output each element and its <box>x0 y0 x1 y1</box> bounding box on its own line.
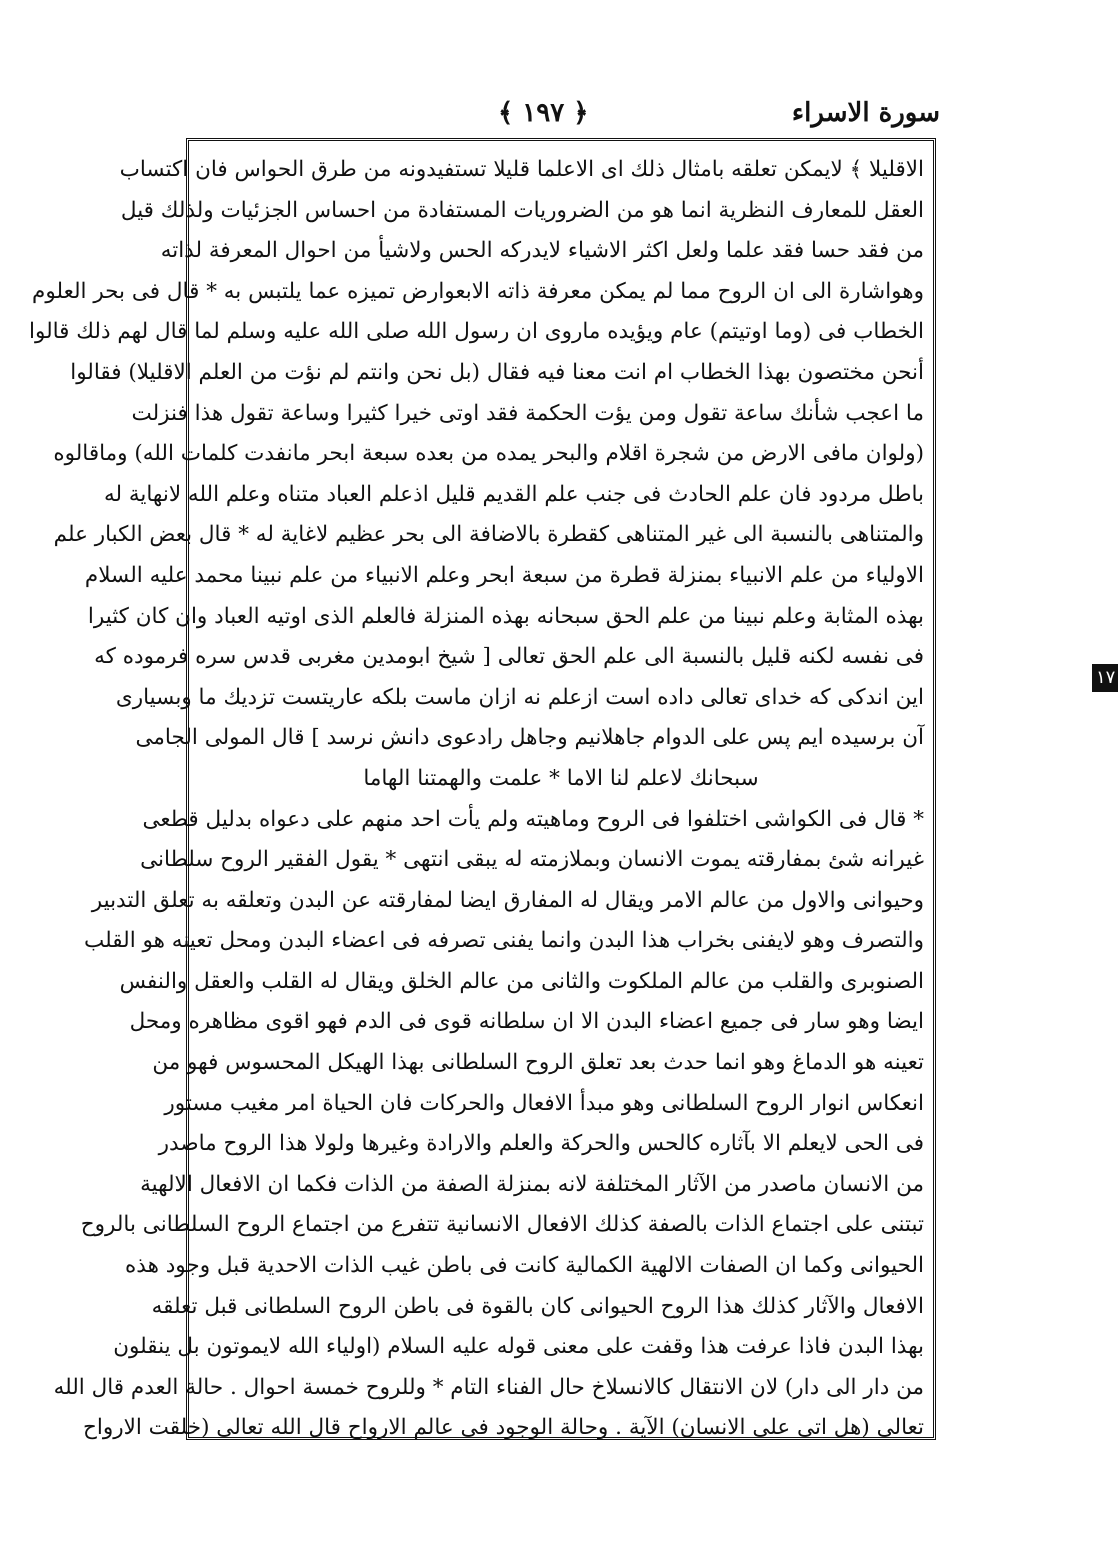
text-line: من دار الى دار) لان الانتقال كالانسلاخ حال الفناء التام * وللروح خمسة احوال . حالة العدم قال الله <box>53 1374 924 1400</box>
text-line: غيرانه شئ بمفارقته يموت الانسان وبملازمته له يبقى انتهى * يقول الفقير الروح سلطانى <box>140 847 924 873</box>
text-line: * قال فى الكواشى اختلفوا فى الروح وماهيته ولم يأت احد منهم على دعواه بدليل قطعى <box>142 806 924 832</box>
text-line: والتصرف وهو لايفنى بخراب هذا البدن وانما يفنى تصرفه فى اعضاء البدن ومحل تعينه هو القلب <box>84 928 924 954</box>
text-line: الخطاب فى (وما اوتيتم) عام ويؤيده ماروى ان رسول الله صلى الله عليه وسلم لما قال لهم ذلك قالوا <box>28 319 924 345</box>
text-line: الصنوبرى والقلب من عالم الملكوت والثانى من عالم الخلق ويقال له القلب والعقل والنفس <box>119 968 924 994</box>
margin-marker <box>1092 664 1118 692</box>
text-line: آن برسيده ايم پس على الدوام جاهلانيم وجاهل رادعوى دانش نرسد ] قال المولى الجامى <box>135 725 924 751</box>
verse-line: سبحانك لاعلم لنا الاما * علمت والهمتنا الهاما <box>363 765 759 791</box>
text-line: تبتنى على اجتماع الذات بالصفة كذلك الافعال الانسانية تتفرع من اجتماع الروح السلطانى بالروح <box>80 1212 924 1238</box>
text-line: والمتناهى بالنسبة الى غير المتناهى كقطرة بالاضافة الى بحر عظيم لاغاية له * قال بعض الكبار علم <box>53 522 924 548</box>
text-line: تعينه هو الدماغ وهو انما حدث بعد تعلق الروح السلطانى بهذا الهيكل المحسوس فهو من <box>152 1050 924 1076</box>
text-line: تعالى (هل اتى على الانسان) الآية . وحالة الوجود فى عالم الارواح قال الله تعالى (خلقت الارواح <box>82 1415 924 1441</box>
text-line: الافعال والآثار كذلك هذا الروح الحيوانى كان بالقوة فى باطن الروح السلطانى قبل تعلقه <box>151 1293 924 1319</box>
text-line: من الانسان ماصدر من الآثار المختلفة لانه بمنزلة الصفة من الذات فكما ان الافعال الالهية <box>140 1171 924 1197</box>
text-line: باطل مردود فان علم الحادث فى جنب علم القديم قليل اذعلم العباد متناه وعلم الله لانهاية له <box>103 481 924 507</box>
text-line: الحيوانى وكما ان الصفات الالهية الكمالية كانت فى باطن غيب الذات الاحدية قبل وجود هذه <box>125 1253 924 1279</box>
text-line: اين اندكى كه خداى تعالى داده است ازعلم نه ازان ماست بلكه عاريتست تزديك ما وبسيارى <box>115 684 924 710</box>
text-line: (ولوان مافى الارض من شجرة اقلام والبحر يمده من بعده سبعة ابحر مانفدت كلمات الله) وماقالوه <box>53 441 924 467</box>
margin-marker-text: ١٧ <box>1096 667 1116 688</box>
text-line: وهواشارة الى ان الروح مما لم يمكن معرفة ذاته الابعوارض تميزه عما يلتبس به * قال فى بحر العلوم <box>32 278 924 304</box>
text-line: العقل للمعارف النظرية انما هو من الضروريات المستفادة من احساس الجزئيات ولذلك قيل <box>120 197 924 223</box>
text-line: فى نفسه لكنه قليل بالنسبة الى علم الحق تعالى [ شيخ ابومدين مغربى قدس سره فرموده كه <box>94 644 924 670</box>
page-header <box>180 98 940 132</box>
text-line: من فقد حسا فقد علما ولعل اكثر الاشياء لايدركه الحس ولاشيأ من احوال المعرفة لذاته <box>160 238 924 264</box>
text-line: ايضا وهو سار فى جميع اعضاء البدن الا ان سلطانه قوى فى الدم فهو اقوى مظاهره ومحل <box>129 1009 924 1035</box>
text-line: الاقليلا ﴾ لايمكن تعلقه بامثال ذلك اى الاعلما قليلا تستفيدونه من طرق الحواس فان اكتساب <box>119 157 924 182</box>
text-line: أنحن مختصون بهذا الخطاب ام انت معنا فيه فقال (بل نحن وانتم لم نؤت من العلم الاقليلا) فقالوا <box>70 359 924 385</box>
text-line: ما اعجب شأنك ساعة تقول ومن يؤت الحكمة فقد اوتى خيرا كثيرا وساعة تقول هذا فنزلت <box>131 400 924 426</box>
text-line: بهذه المثابة وعلم نبينا من علم الحق سبحانه بهذه المنزلة فالعلم الذى اوتيه العباد وان كان كثيرا <box>87 603 924 629</box>
text-line: الاولياء من علم الانبياء بمنزلة قطرة من سبعة ابحر وعلم الانبياء من علم نبينا محمد عليه السلام <box>84 562 924 588</box>
body-text <box>28 150 924 1449</box>
surah-title: سورة الاسراء <box>791 98 940 128</box>
text-line: بهذا البدن فاذا عرفت هذا وقفت على معنى قوله عليه السلام (اولياء الله لايموتون بل ينقلون <box>113 1334 924 1360</box>
text-line: فى الحى لايعلم الا بآثاره كالحس والحركة والعلم والارادة وغيرها ولولا هذا الروح ماصدر <box>158 1131 924 1157</box>
text-line: وحيوانى والاول من عالم الامر ويقال له المفارق ايضا لمفارقته عن البدن وتعلقه به تعلق التدبير <box>91 887 924 913</box>
text-line: انعكاس انوار الروح السلطانى وهو مبدأ الافعال والحركات فان الحياة امر مغيب مستور <box>164 1090 924 1116</box>
page-number: ﴿ ١٩٧ ﴾ <box>498 98 589 128</box>
